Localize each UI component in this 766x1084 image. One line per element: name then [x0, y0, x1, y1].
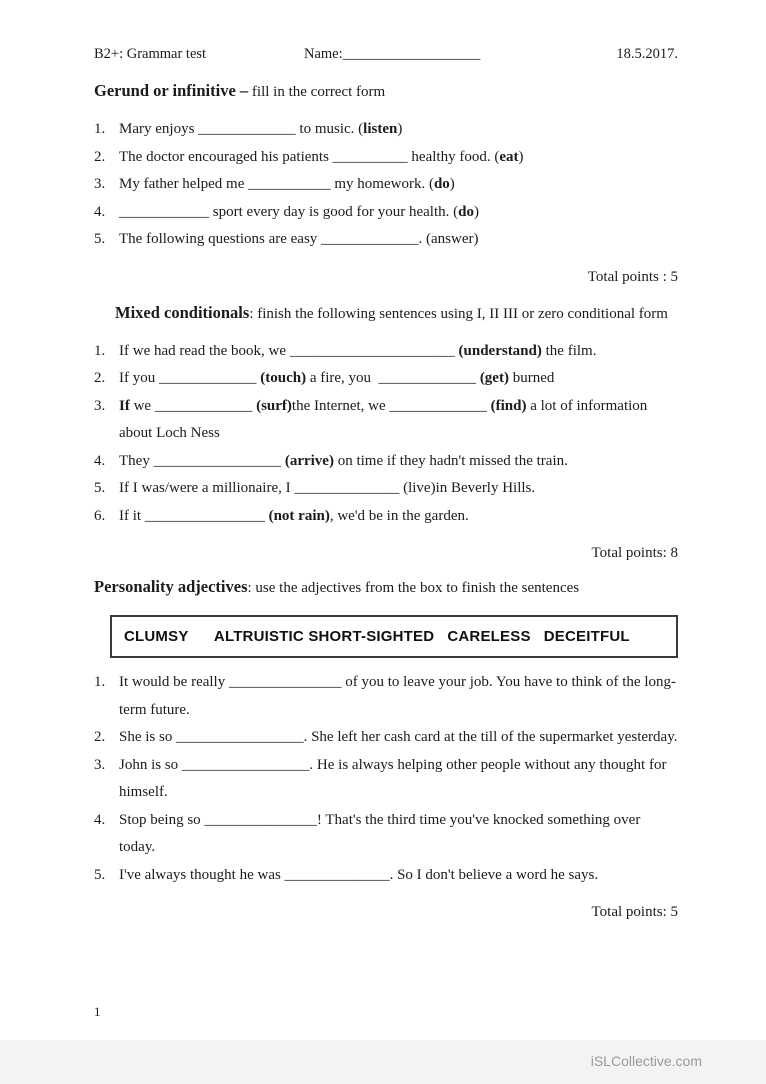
bold-text: (get) — [479, 370, 509, 386]
bold-text: (find) — [490, 397, 527, 414]
section-mixed-conditionals — [94, 300, 678, 563]
text: The doctor encouraged his patients __________ healthy food. ( — [119, 148, 500, 165]
text: : use the adjectives from the box to finish the sentences — [247, 580, 580, 596]
question-text — [119, 226, 678, 254]
section-gerund-or-infinitive — [94, 78, 678, 286]
question-number: 1. — [94, 674, 106, 690]
question-list — [94, 338, 678, 531]
text: The following questions are easy _____________. (answer) — [119, 231, 479, 247]
name-field: Name:___________________ — [304, 46, 481, 62]
islcollective-watermark: iSLCollective.com — [590, 1053, 702, 1069]
date-label: 18.5.2017. — [616, 46, 678, 62]
text: a lot of information about Loch Ness — [119, 397, 652, 441]
sections-container — [94, 78, 678, 921]
bold-text: listen — [363, 121, 398, 137]
question-item — [94, 807, 678, 862]
text: : finish the following sentences using I, II III or zero conditional form — [249, 305, 668, 322]
page-number: 1 — [94, 1004, 101, 1019]
text: She is so _________________. She left her cash card at the till of the supermarket yesterday. — [119, 729, 678, 745]
question-text — [119, 475, 678, 503]
question-item — [94, 226, 678, 254]
question-number: 2. — [94, 148, 106, 165]
bold-text: (touch) — [260, 370, 307, 386]
text: ) — [473, 203, 479, 220]
bold-text: (arrive) — [284, 452, 334, 469]
question-number: 6. — [94, 507, 106, 524]
text: a fire, you _____________ — [306, 370, 480, 386]
question-item — [94, 393, 678, 448]
bold-text: Mixed conditionals — [115, 302, 250, 322]
question-number: 1. — [94, 121, 106, 137]
text: ) — [397, 121, 403, 137]
question-item — [94, 448, 678, 476]
footer-bar — [0, 1040, 766, 1084]
question-text — [119, 144, 678, 172]
question-item — [94, 862, 678, 890]
question-number: 4. — [94, 452, 106, 469]
question-text — [119, 116, 678, 144]
question-item — [94, 669, 678, 724]
question-text — [119, 393, 678, 448]
bold-text: (not rain) — [268, 507, 330, 524]
text: we _____________ — [129, 397, 257, 414]
text: They _________________ — [119, 452, 285, 469]
question-text — [119, 199, 678, 227]
text: the film. — [541, 342, 597, 359]
bold-text: Gerund or infinitive – — [94, 81, 249, 100]
text: , we'd be in the garden. — [329, 507, 469, 524]
question-number: 3. — [94, 756, 106, 773]
question-text — [119, 724, 678, 752]
page-content — [94, 46, 678, 931]
section-heading-gerund-or-infinitive — [94, 78, 678, 105]
bold-text: (surf) — [256, 397, 292, 414]
question-item — [94, 144, 678, 172]
bold-text: (understand) — [458, 342, 542, 359]
question-number: 3. — [94, 176, 106, 192]
question-number: 1. — [94, 342, 106, 359]
question-item — [94, 338, 678, 366]
question-number: 5. — [94, 480, 106, 496]
question-text — [119, 669, 678, 724]
question-item — [94, 199, 678, 227]
total-points: Total points: 8 — [591, 545, 678, 561]
question-item — [94, 116, 678, 144]
question-text — [119, 171, 678, 199]
section-heading-personality-adjectives — [94, 574, 678, 601]
text: Stop being so _______________! That's the third time you've knocked something over today. — [119, 811, 645, 855]
text: ) — [518, 148, 524, 165]
text: the Internet, we _____________ — [291, 397, 491, 414]
text: I've always thought he was ______________. So I don't believe a word he says. — [119, 866, 599, 883]
question-item — [94, 752, 678, 807]
question-item — [94, 365, 678, 393]
document-header — [94, 46, 678, 70]
bold-text: do — [433, 176, 450, 192]
text: fill in the correct form — [248, 84, 386, 100]
bold-text: do — [458, 203, 474, 220]
question-item — [94, 503, 678, 531]
question-number: 5. — [94, 866, 106, 883]
question-number: 2. — [94, 729, 106, 745]
question-text — [119, 752, 678, 807]
text: If you _____________ — [119, 370, 261, 386]
question-item — [94, 475, 678, 503]
question-item — [94, 171, 678, 199]
text: If I was/were a millionaire, I ______________ (live)in Beverly Hills. — [119, 480, 536, 496]
question-number: 5. — [94, 231, 106, 247]
question-item — [94, 724, 678, 752]
bold-text: If — [119, 397, 130, 414]
question-text — [119, 503, 678, 531]
question-text — [119, 338, 678, 366]
question-number: 4. — [94, 203, 106, 220]
question-list — [94, 116, 678, 254]
bold-text: Personality adjectives — [94, 577, 248, 596]
text: burned — [508, 370, 555, 386]
question-text — [119, 807, 678, 862]
text: ____________ sport every day is good for your health. ( — [119, 203, 459, 220]
text: on time if they hadn't missed the train. — [333, 452, 568, 469]
total-points: Total points: 5 — [591, 904, 678, 920]
question-number: 2. — [94, 370, 106, 386]
text: If we had read the book, we ______________________ — [119, 342, 459, 359]
question-text — [119, 862, 678, 890]
total-points: Total points : 5 — [587, 268, 678, 285]
question-list — [94, 669, 678, 889]
section-personality-adjectives — [94, 574, 678, 921]
text: Mary enjoys _____________ to music. ( — [119, 121, 364, 137]
question-number: 4. — [94, 811, 106, 828]
section-heading-mixed-conditionals — [94, 300, 678, 327]
bold-text: eat — [499, 148, 519, 165]
question-text — [119, 448, 678, 476]
test-title: B2+: Grammar test — [94, 46, 207, 62]
text: My father helped me ___________ my homework. ( — [119, 176, 434, 192]
text: John is so _________________. He is always helping other people without any thought for himself. — [119, 756, 671, 800]
adjective-word-box: CLUMSY ALTRUISTIC SHORT-SIGHTED CARELESS DECEITFUL — [110, 615, 678, 658]
question-number: 3. — [94, 397, 106, 414]
text: ) — [449, 176, 455, 192]
question-text — [119, 365, 678, 393]
text: If it ________________ — [119, 507, 269, 524]
text: It would be really _______________ of you to leave your job. You have to think of the long-term future. — [119, 674, 677, 718]
